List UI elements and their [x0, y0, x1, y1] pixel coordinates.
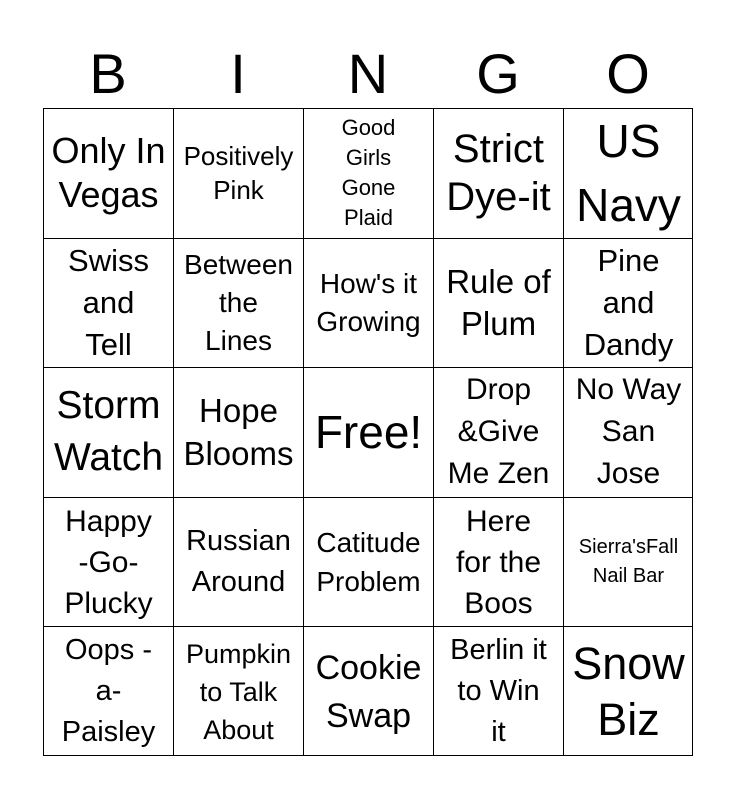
bingo-cell[interactable] — [563, 367, 693, 497]
bingo-cell[interactable] — [173, 238, 303, 368]
bingo-cell[interactable] — [433, 626, 563, 756]
bingo-cell[interactable] — [563, 108, 693, 238]
bingo-cell[interactable] — [43, 367, 173, 497]
cell-text: Positively Pink — [183, 141, 294, 206]
bingo-cell[interactable] — [563, 626, 693, 756]
cell-text: Hope Blooms — [183, 392, 294, 473]
cell-text: Good Girls Gone Plaid — [341, 115, 396, 231]
bingo-cell[interactable] — [173, 108, 303, 238]
cell-text: Swiss and Tell — [68, 242, 149, 362]
cell-text: Sierra'sFall Nail Bar — [578, 536, 679, 588]
bingo-cell[interactable] — [303, 626, 433, 756]
cell-text: Pine and Dandy — [583, 242, 674, 362]
cell-text: Oops - a- Paisley — [61, 634, 156, 749]
cell-text: Strict Dye-it — [446, 127, 551, 220]
cell-text: US Navy — [576, 115, 681, 232]
bingo-cell[interactable] — [433, 238, 563, 368]
cell-text: Berlin it to Win it — [450, 634, 547, 749]
cell-text: Russian Around — [186, 525, 291, 599]
header-letter-g: G — [476, 42, 520, 105]
bingo-cell[interactable] — [43, 497, 173, 627]
bingo-cell[interactable] — [43, 626, 173, 756]
bingo-cell[interactable] — [173, 497, 303, 627]
cell-text: Happy -Go- Plucky — [64, 504, 153, 620]
bingo-cell[interactable] — [563, 497, 693, 627]
bingo-cell[interactable] — [43, 238, 173, 368]
header-letter-n: N — [347, 42, 389, 105]
cell-text: Here for the Boos — [455, 504, 542, 620]
bingo-cell[interactable] — [173, 626, 303, 756]
cell-text: Drop &Give Me Zen — [447, 373, 550, 491]
cell-text: Pumpkin to Talk About — [185, 638, 292, 745]
cell-text: Only In Vegas — [51, 130, 166, 216]
bingo-cell[interactable] — [303, 367, 433, 497]
cell-text: Snow Biz — [572, 637, 685, 745]
bingo-cell[interactable] — [173, 367, 303, 497]
bingo-cell[interactable] — [433, 108, 563, 238]
header-letter-b: B — [89, 42, 127, 105]
bingo-cell[interactable] — [303, 497, 433, 627]
cell-text: Free! — [314, 406, 423, 459]
cell-text: Between the Lines — [184, 248, 293, 356]
bingo-cell[interactable] — [303, 108, 433, 238]
bingo-card-grid — [43, 108, 693, 756]
bingo-cell[interactable] — [433, 497, 563, 627]
header-letter-i: I — [230, 42, 246, 105]
cell-text: Storm Watch — [53, 384, 164, 480]
cell-text: Rule of Plum — [446, 262, 551, 342]
bingo-header — [43, 40, 693, 108]
bingo-cell[interactable] — [563, 238, 693, 368]
cell-text: How's it Growing — [316, 267, 421, 337]
header-letter-o: O — [606, 42, 650, 105]
bingo-cell[interactable] — [43, 108, 173, 238]
cell-text: No Way San Jose — [575, 373, 682, 491]
cell-text: Catitude Problem — [316, 527, 421, 598]
bingo-cell[interactable] — [303, 238, 433, 368]
bingo-cell[interactable] — [433, 367, 563, 497]
cell-text: Cookie Swap — [315, 648, 422, 735]
